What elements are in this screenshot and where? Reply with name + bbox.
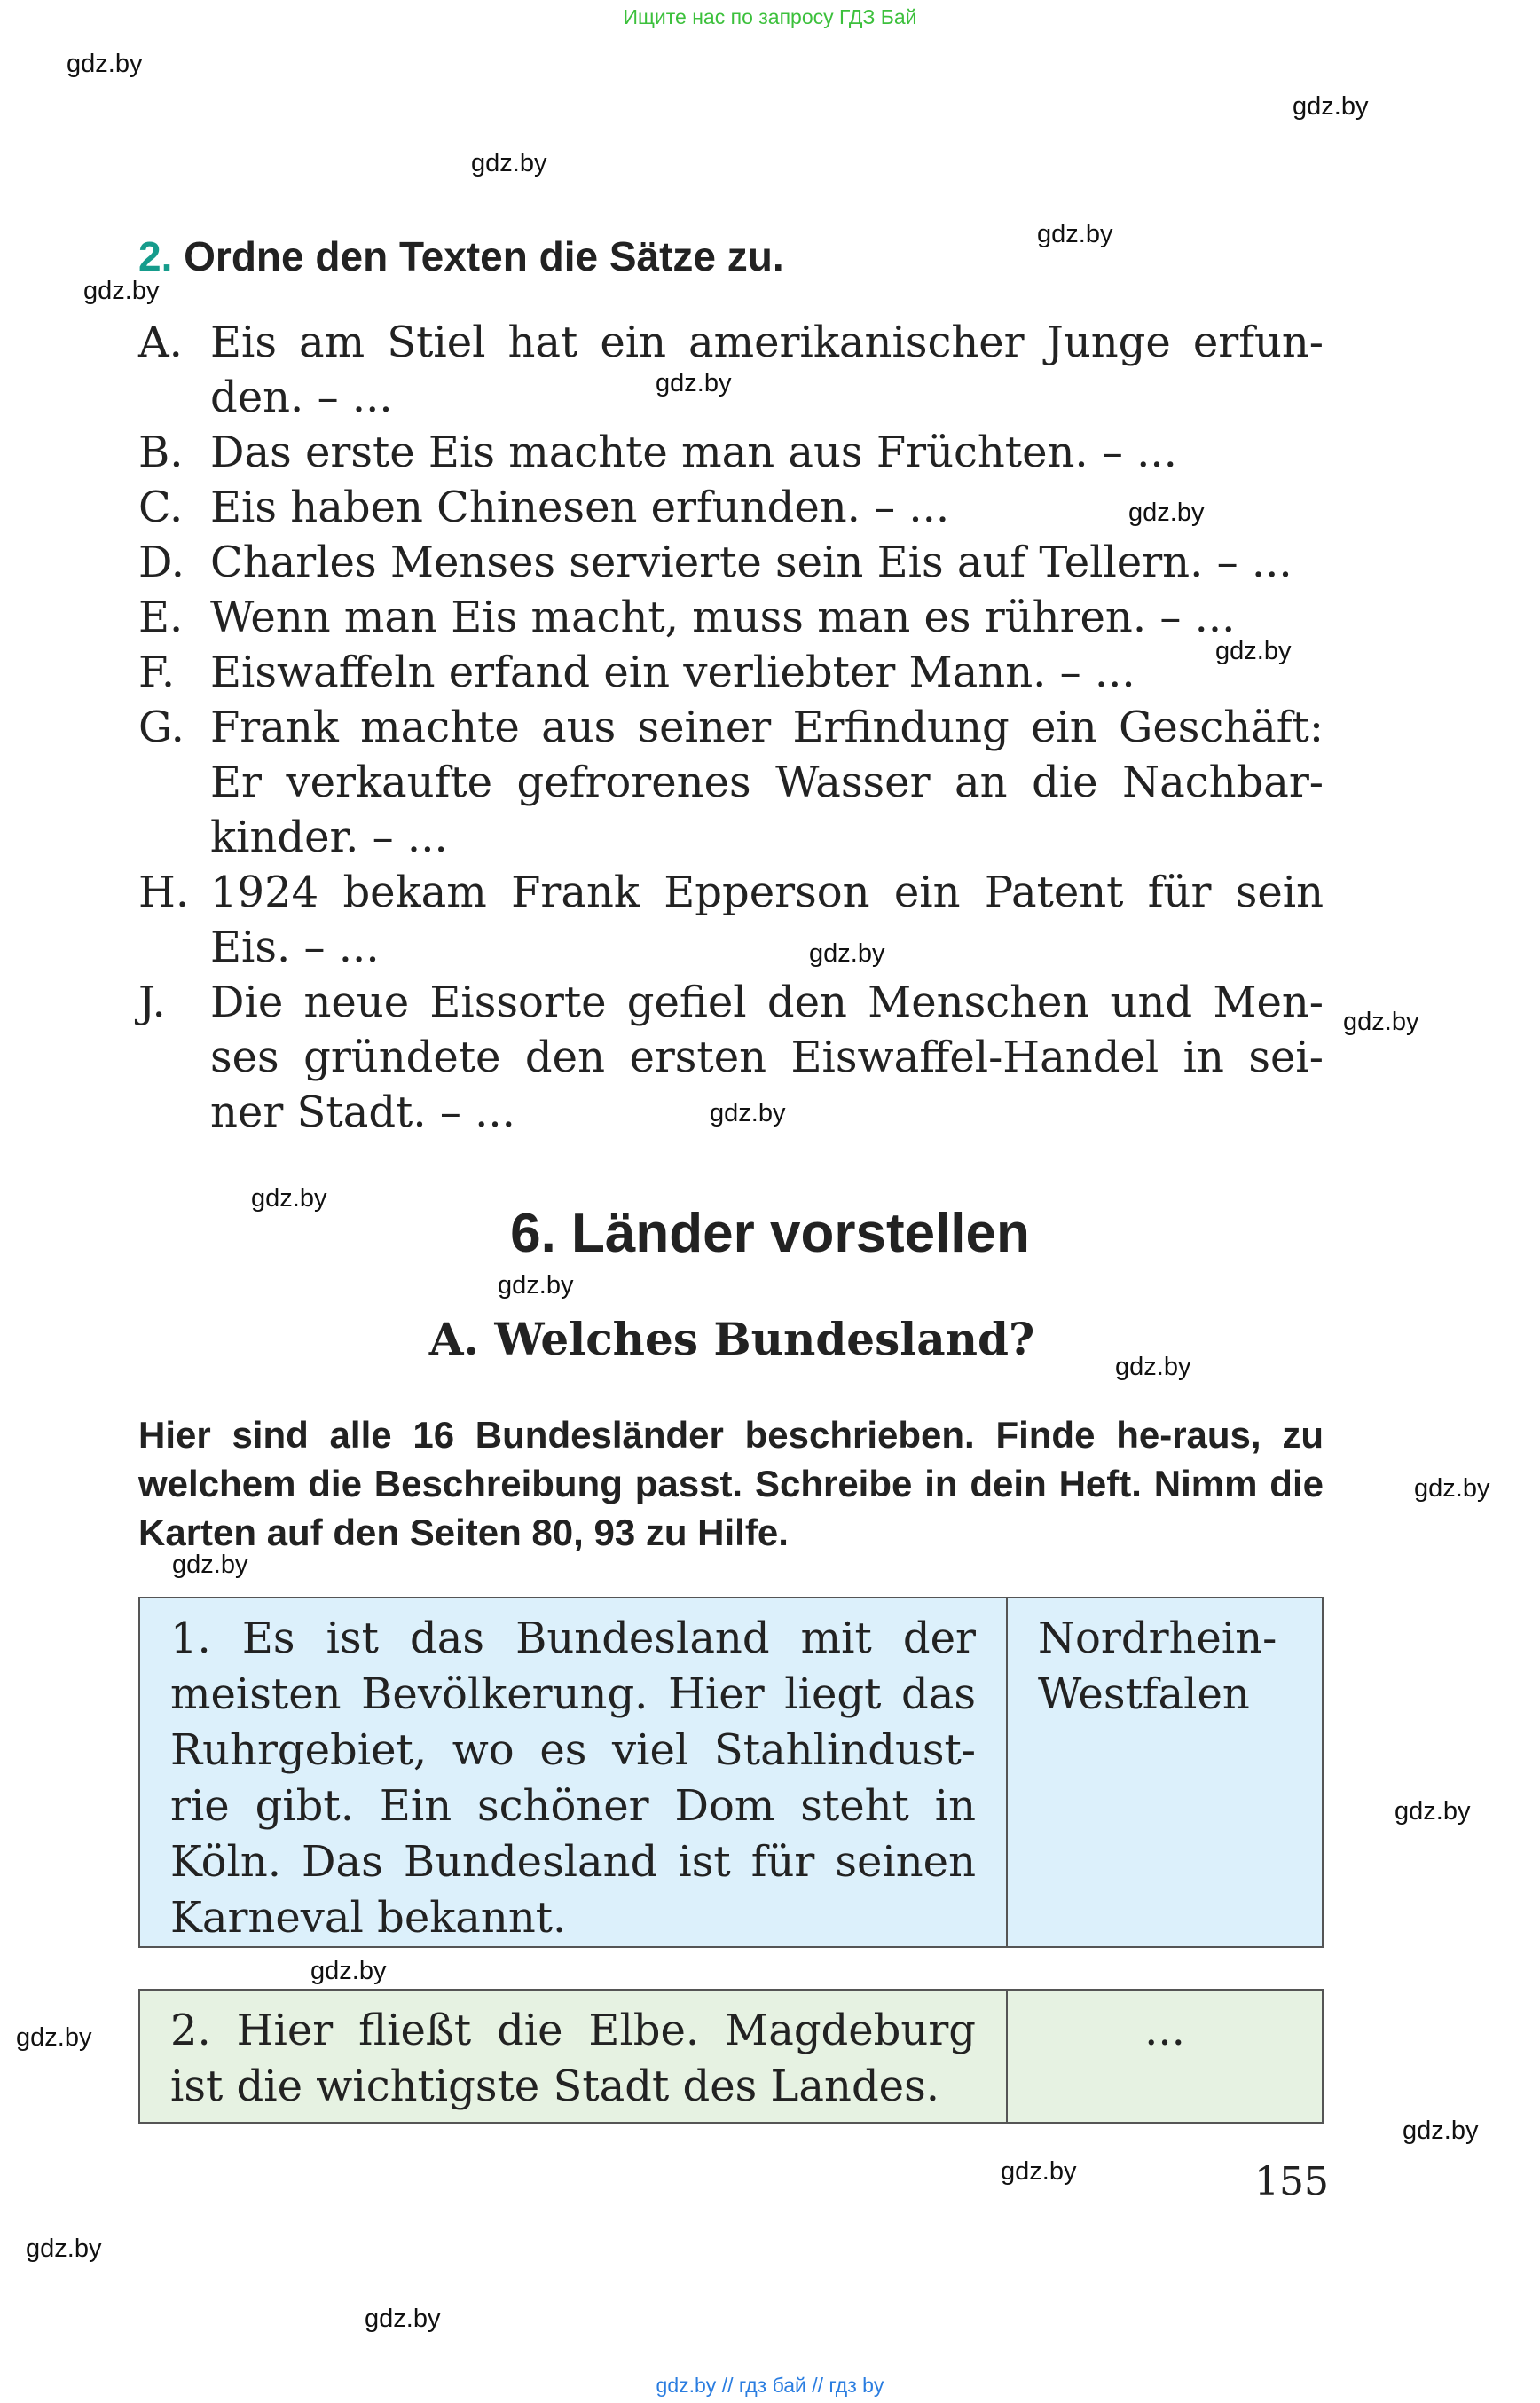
watermark: gdz.by xyxy=(1343,1008,1419,1036)
watermark: gdz.by xyxy=(16,2023,92,2052)
item-text: Eis am Stiel hat ein amerikanischer Junge erfun-den. – ... xyxy=(210,318,1324,422)
list-item xyxy=(138,535,1324,590)
watermark: gdz.by xyxy=(67,50,143,78)
answer-cell: Nordrhein-Westfalen xyxy=(1038,1614,1277,1719)
table-row xyxy=(138,1989,1324,2124)
watermark: gdz.by xyxy=(656,369,732,397)
watermark: gdz.by xyxy=(1292,92,1369,121)
watermark: gdz.by xyxy=(471,149,547,177)
item-letter: J. xyxy=(138,978,166,1027)
item-text: Eis haben Chinesen erfunden. – ... xyxy=(210,483,950,532)
list-item xyxy=(138,315,1324,425)
watermark: gdz.by xyxy=(1115,1353,1191,1381)
item-text: Eiswaffeln erfand ein verliebter Mann. – ... xyxy=(210,648,1135,697)
watermark: gdz.by xyxy=(1402,2116,1479,2145)
watermark: gdz.by xyxy=(1414,1474,1490,1503)
item-letter: A. xyxy=(138,318,183,367)
page-number: 155 xyxy=(1254,2159,1329,2204)
item-letter: F. xyxy=(138,648,176,697)
item-letter: C. xyxy=(138,483,184,532)
watermark: gdz.by xyxy=(83,277,160,305)
watermark: gdz.by xyxy=(365,2305,441,2333)
watermark: gdz.by xyxy=(1215,637,1292,665)
watermark: gdz.by xyxy=(172,1551,248,1579)
watermark: gdz.by xyxy=(710,1099,786,1127)
bottom-banner[interactable]: gdz.by // гдз бай // гдз by xyxy=(656,2374,884,2397)
description-cell: 1. Es ist das Bundesland mit der meisten Bevölkerung. Hier liegt das Ruhrgebiet, wo es viel Stahlindust-rie gibt. Ein schöner Dom steht in Köln. Das Bundesland ist für seinen Karneval bekannt. xyxy=(140,1598,1008,1946)
item-text: Die neue Eissorte gefiel den Menschen und Men-ses gründete den ersten Eiswaffel-Handel in sei-ner Stadt. – ... xyxy=(210,978,1324,1137)
item-text: Frank machte aus seiner Erfindung ein Geschäft: Er verkaufte gefrorenes Wasser an die Nachbar-kinder. – ... xyxy=(210,703,1324,862)
section-title: 6. Länder vorstellen xyxy=(510,1203,1030,1264)
watermark: gdz.by xyxy=(1037,220,1113,248)
list-item xyxy=(138,590,1324,645)
watermark: gdz.by xyxy=(251,1184,327,1213)
list-item xyxy=(138,480,1324,535)
item-text: 1924 bekam Frank Epperson ein Patent für sein Eis. – ... xyxy=(210,868,1324,972)
task-title: Ordne den Texten die Sätze zu. xyxy=(184,233,784,279)
task-number: 2. xyxy=(138,233,173,279)
watermark: gdz.by xyxy=(26,2234,102,2263)
item-letter: D. xyxy=(138,538,185,587)
list-item xyxy=(138,645,1324,700)
watermark: gdz.by xyxy=(1395,1797,1471,1826)
list-item xyxy=(138,865,1324,975)
item-letter: E. xyxy=(138,593,184,642)
description-cell: 2. Hier fließt die Elbe. Magdeburg ist die wichtigste Stadt des Landes. xyxy=(140,1991,1008,2122)
subsection-title: A. Welches Bundesland? xyxy=(428,1313,1035,1365)
list-item xyxy=(138,700,1324,865)
watermark: gdz.by xyxy=(498,1271,574,1300)
item-text: Wenn man Eis macht, muss man es rühren. – ... xyxy=(210,593,1236,642)
watermark: gdz.by xyxy=(310,1957,387,1985)
item-letter: G. xyxy=(138,703,185,752)
sentence-list xyxy=(138,315,1324,1140)
watermark: gdz.by xyxy=(1128,499,1205,527)
item-text: Das erste Eis machte man aus Früchten. – ... xyxy=(210,428,1177,477)
task-heading xyxy=(138,232,784,280)
watermark: gdz.by xyxy=(809,939,885,968)
watermark: gdz.by xyxy=(1001,2157,1077,2186)
answer-cell: ... xyxy=(1144,2006,1185,2055)
list-item xyxy=(138,425,1324,480)
list-item xyxy=(138,975,1324,1140)
item-letter: B. xyxy=(138,428,184,477)
item-text: Charles Menses servierte sein Eis auf Tellern. – ... xyxy=(210,538,1292,587)
instruction-text: Hier sind alle 16 Bundesländer beschrieben. Finde he-raus, zu welchem die Beschreibung passt. Schreibe in dein Heft. Nimm die Karten auf den Seiten 80, 93 zu Hilfe. xyxy=(138,1414,1324,1553)
top-banner[interactable]: Ищите нас по запросу ГДЗ Бай xyxy=(623,5,917,28)
table-row xyxy=(138,1597,1324,1948)
item-letter: H. xyxy=(138,868,190,917)
